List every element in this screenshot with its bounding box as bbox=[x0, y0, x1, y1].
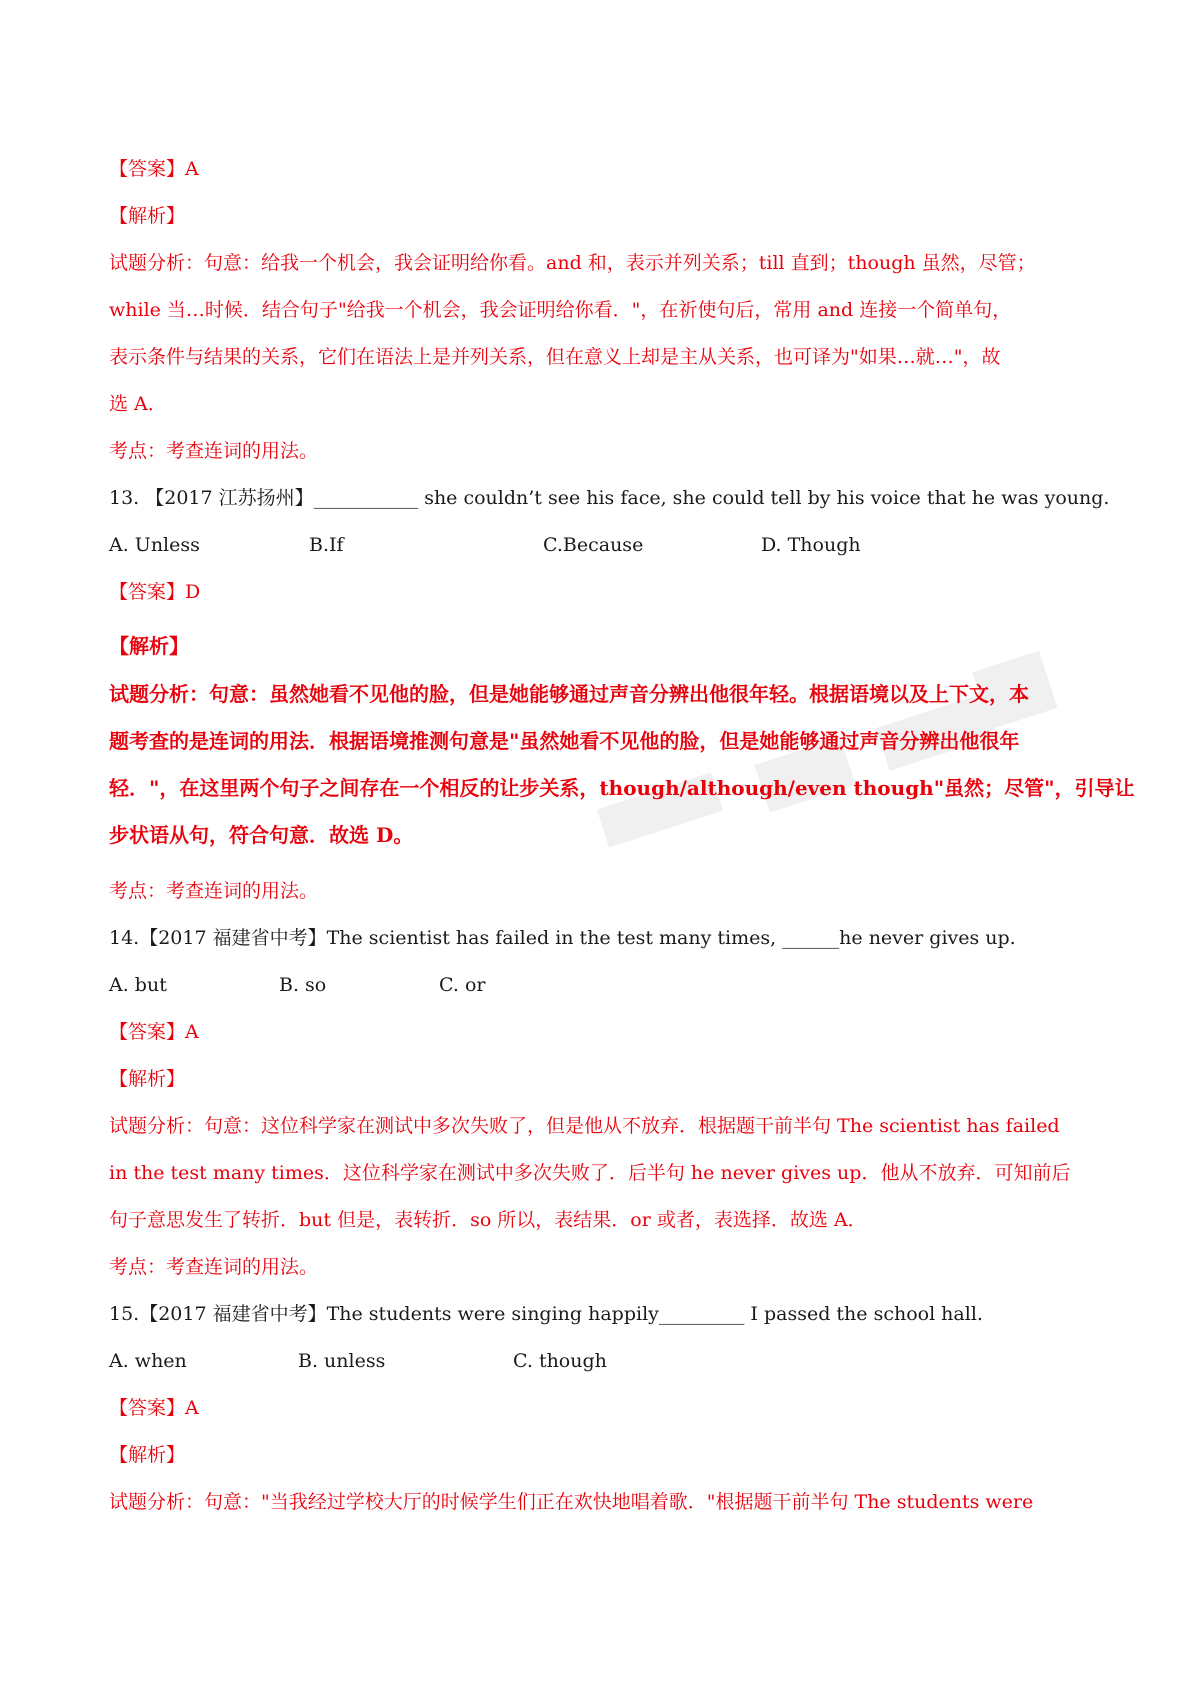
q14-analysis-line-3: 句子意思发生了转折．but 但是，表转折．so 所以，表结果．or 或者，表选择．故选 A． bbox=[109, 1209, 867, 1231]
q13-option-c: C.Because bbox=[543, 534, 644, 556]
q14-analysis-line-1: 试题分析：句意：这位科学家在测试中多次失败了，但是他从不放弃．根据题干前半句 The scientist has failed bbox=[109, 1115, 1060, 1137]
q12-analysis-line-3: 表示条件与结果的关系，它们在语法上是并列关系，但在意义上却是主从关系，也可译为"如果…就…"，故 bbox=[109, 346, 1001, 368]
q14-option-c: C. or bbox=[439, 974, 486, 996]
q14-point: 考点：考查连词的用法。 bbox=[109, 1256, 319, 1278]
q15-analysis-heading: 【解析】 bbox=[109, 1444, 186, 1466]
q12-analysis-line-2: while 当…时候．结合句子"给我一个机会，我会证明给你看．"，在祈使句后，常用 and 连接一个简单句， bbox=[109, 299, 1012, 321]
q13-analysis-line-3: 轻．"，在这里两个句子之间存在一个相反的让步关系，though/although/even though"虽然；尽管"，引导让 bbox=[109, 776, 1135, 800]
q14-analysis-heading: 【解析】 bbox=[109, 1068, 186, 1090]
q13-option-b: B.If bbox=[309, 534, 344, 556]
q12-point: 考点：考查连词的用法。 bbox=[109, 440, 319, 462]
q14-stem: 14.【2017 福建省中考】The scientist has failed in the test many times, ______he never gives up. bbox=[109, 927, 1016, 949]
q14-option-a: A. but bbox=[109, 974, 167, 996]
q15-stem: 15.【2017 福建省中考】The students were singing happily_________ I passed the school hall. bbox=[109, 1303, 983, 1325]
q15-answer: 【答案】A bbox=[109, 1397, 199, 1419]
q12-analysis-heading: 【解析】 bbox=[109, 205, 186, 227]
q13-point: 考点：考查连词的用法。 bbox=[109, 880, 319, 902]
q13-option-d: D. Though bbox=[761, 534, 861, 556]
q15-analysis-line-1: 试题分析：句意："当我经过学校大厅的时候学生们正在欢快地唱着歌．"根据题干前半句 The students were bbox=[109, 1491, 1034, 1513]
q13-option-a: A. Unless bbox=[109, 534, 200, 556]
q15-option-a: A. when bbox=[109, 1350, 187, 1372]
q13-stem: 13. 【2017 江苏扬州】___________ she couldn’t see his face, she could tell by his voice that he was young. bbox=[109, 487, 1110, 509]
q15-option-c: C. though bbox=[513, 1350, 607, 1372]
q14-analysis-line-2: in the test many times．这位科学家在测试中多次失败了．后半句 he never gives up．他从不放弃．可知前后 bbox=[109, 1162, 1071, 1184]
q14-answer: 【答案】A bbox=[109, 1021, 199, 1043]
q14-option-b: B. so bbox=[279, 974, 327, 996]
q13-answer: 【答案】D bbox=[109, 581, 201, 603]
q15-option-b: B. unless bbox=[298, 1350, 386, 1372]
q12-answer: 【答案】A bbox=[109, 158, 199, 180]
q13-analysis-line-4: 步状语从句，符合句意．故选 D。 bbox=[109, 823, 414, 847]
q12-analysis-line-4: 选 A． bbox=[109, 393, 167, 415]
q13-analysis-heading: 【解析】 bbox=[109, 634, 189, 658]
q13-analysis-line-2: 题考查的是连词的用法．根据语境推测句意是"虽然她看不见他的脸，但是她能够通过声音分辨出他很年 bbox=[109, 729, 1020, 753]
q12-analysis-line-1: 试题分析：句意：给我一个机会，我会证明给你看。and 和，表示并列关系；till 直到；though 虽然，尽管； bbox=[109, 252, 1036, 274]
q13-analysis-line-1: 试题分析：句意：虽然她看不见他的脸，但是她能够通过声音分辨出他很年轻。根据语境以及上下文，本 bbox=[109, 682, 1029, 706]
